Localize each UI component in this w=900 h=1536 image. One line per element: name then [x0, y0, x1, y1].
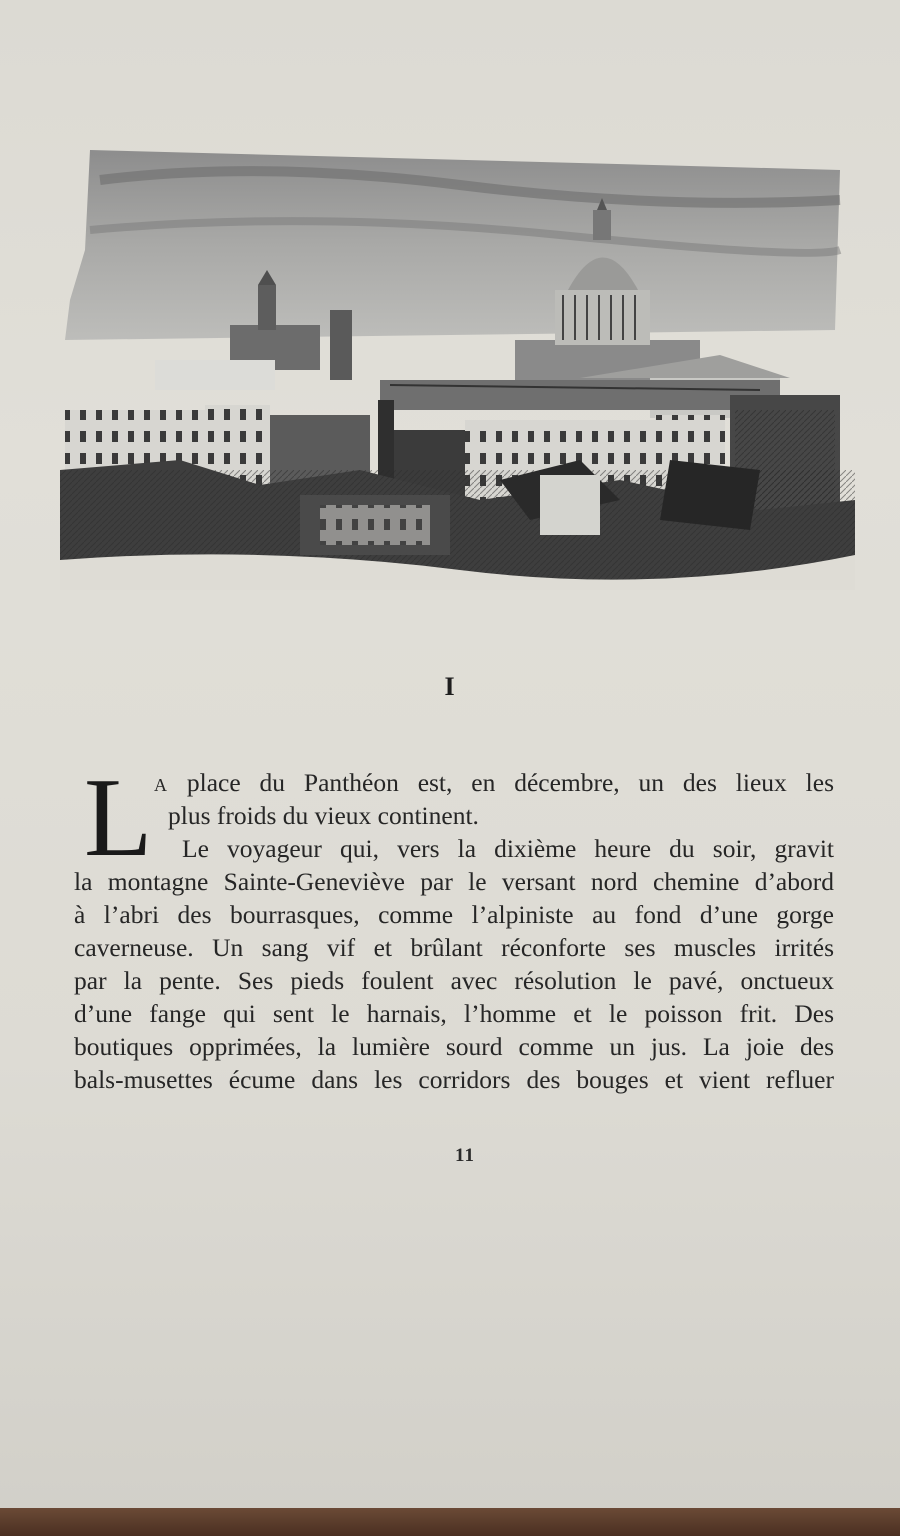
text-line: Le voyageur qui, vers la dixième heure du soir, gravit [182, 834, 834, 863]
text-line: caverneuse. Un sang vif et brûlant réconforte ses muscles irrités [74, 933, 834, 962]
text-line: bals-musettes écume dans les corridors des bouges et vient refluer [74, 1065, 834, 1094]
rooftops-pantheon-engraving-icon [60, 140, 855, 590]
table-surface [0, 1508, 900, 1536]
small-cap: A [154, 775, 168, 795]
drop-cap: L [84, 756, 153, 880]
text-line: la montagne Sainte-Geneviève par le versant nord chemine d’abord [74, 867, 834, 896]
text-fragment: place du Panthéon est, en décembre, un des lieux les [168, 768, 834, 797]
text-line: boutiques opprimées, la lumière sourd comme un jus. La joie des [74, 1032, 834, 1061]
text-line: à l’abri des bourrasques, comme l’alpiniste au fond d’une gorge [74, 900, 834, 929]
chapter-number: I [444, 672, 456, 701]
text-line: plus froids du vieux continent. [168, 801, 479, 830]
text-line [74, 766, 834, 799]
text-line: d’une fange qui sent le harnais, l’homme et le poisson frit. Des [74, 999, 834, 1028]
body-text [74, 756, 834, 1096]
page-number: 11 [455, 1145, 475, 1166]
text-line: par la pente. Ses pieds foulent avec résolution le pavé, onctueux [74, 966, 834, 995]
